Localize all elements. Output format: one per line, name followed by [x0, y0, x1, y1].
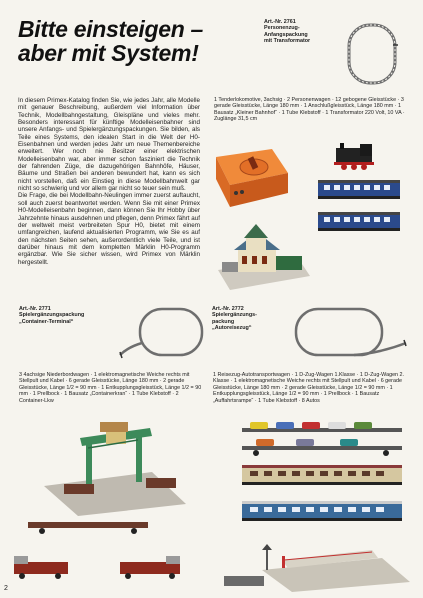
product-2772-title-1: Spielergänzungs- — [212, 312, 257, 319]
product-2761-title-3: mit Transformator — [264, 38, 311, 45]
intro-text — [18, 97, 200, 266]
product-2761-title-1: Personenzug- — [264, 25, 300, 32]
product-2771-title-1: Spielergänzungspackung — [19, 312, 85, 319]
product-2771-caption — [19, 306, 119, 325]
intro-paragraph-1: In diesem Primex-Katalog finden Sie, wie jedes Jahr, alle Modelle mit genauer Beschreibung, außerdem viel Information über Technik, Modellbahngestaltung, Gleispläne und vieles mehr. Besonders interessant für künftige Modelleisenbahner sind unsere Anfangs- und Spielergänzungspackungen. Sie bilden, als Teile eines Systems, den idealen Start in die Welt der H0-Eisenbahnen und werden jedes Jahr um neue Themenbereiche erweitert. Wer noch nie Besitzer einer elektrischen Modelleisenbahn war, aber immer schon fasziniert die Technik der fahrenden Züge, die dazugehörigen Bahnhöfe, Häuser, Bäume und Straßen bei anderen bewundert hat, kann es sich nicht vorstellen, daß ein Einstieg in diese Modellbahnwelt gar nicht so schwierig und vor allem gar nicht so teuer sein muß. — [18, 97, 200, 193]
product-2761-title-2: Anfangspackung — [264, 31, 308, 38]
train-2761-photo — [298, 140, 408, 290]
product-2761-description: 1 Tenderlokomotive, 3achsig · 2 Personenwagen · 12 gebogene Gleisstücke · 3 gerade Gleisstücke, Länge 180 mm · 1 Anschlußgleisstück, Länge 180 mm · 1 Bausatz „Kleiner Bahnhof“ · 1 Tube Klebstoff · 1 Transformator 220 Volt, 10 VA · Zuglänge 31,5 cm — [214, 97, 405, 123]
product-2761-artnr: Art.-Nr. 2761 — [264, 19, 296, 25]
track-plan-2772 — [290, 303, 408, 365]
freight-wagons-photo — [8, 516, 208, 586]
product-2772-description: 1 Reisezug-Autotransportwagen · 1 D-Zug-Wagen 1.Klasse · 1 D-Zug-Wagen 2. Klasse · 1 elektromagnetische Weiche rechts mit Stellpult und Kabel · 6 gerade Gleisstücke, Länge 180 mm · 2 gerade Gleisstücke, Länge 1/2 = 90 mm · 1 Entkupplungsgleisstück, Länge 1/2 = 90 mm · 1 Prellbock · 1 Bausatz „Auffahrtsrampe“ · 1 Tube Klebstoff · 8 Autos — [213, 372, 405, 404]
product-2772-title-3: „Autoreisezug“ — [212, 325, 252, 332]
headline-line-1: Bitte einsteigen – — [18, 16, 204, 42]
autoreisezug-photo — [236, 420, 410, 530]
product-2772-title-2: packung — [212, 318, 235, 325]
product-2771-artnr: Art.-Nr. 2771 — [19, 306, 51, 312]
product-2771-title-2: „Container-Terminal“ — [19, 318, 74, 325]
loading-ramp-photo — [222, 530, 412, 594]
headline-line-2: aber mit System! — [18, 40, 199, 66]
container-terminal-photo — [40, 408, 190, 518]
station-building-photo — [212, 218, 312, 298]
product-2772-artnr: Art.-Nr. 2772 — [212, 306, 244, 312]
intro-paragraph-2: Die Frage, die bei Modellbahn-Neulingen immer zuerst auftaucht, soll auch zuerst beantwortet werden. Wenn Sie mit einer Primex H0-Modelleisenbahn beginnen, dann können Sie Ihr Hobby über Jahrzehnte hinaus ausdehnen und pflegen, denn Primex fährt auf der weltweit meist verbreiteten Spur H0, bietet mit einem umfangreichen, laufend aktualisierten Programm, wie Sie es auf den nächsten Seiten sehen, außerordentlich viele Teile, und ist darüber hinaus mit dem kompletten Märklin H0-Programm ergänzbar. Wie Sie sicher wissen, wird Primex von Märklin hergestellt. — [18, 192, 200, 266]
track-plan-2771 — [118, 303, 210, 365]
transformer-photo — [206, 145, 294, 213]
page-number: 2 — [4, 585, 8, 592]
product-2771-description: 3 4achsige Niederbordwagen · 1 elektromagnetische Weiche rechts mit Stellpult und Kabel · 6 gerade Gleisstücke, Länge 180 mm · 2 gerade Gleisstücke, Länge 1/2 = 90 mm · 1 Entkupplungsgleisstück, Länge 1/2 = 90 mm · 1 Prellbock · 1 Bausatz „Containerkran“ · 1 Tube Klebstoff · 2 Container-Lkw — [19, 372, 202, 404]
product-2772-caption — [212, 306, 292, 332]
headline — [18, 17, 258, 65]
track-plan-2761 — [337, 19, 407, 89]
